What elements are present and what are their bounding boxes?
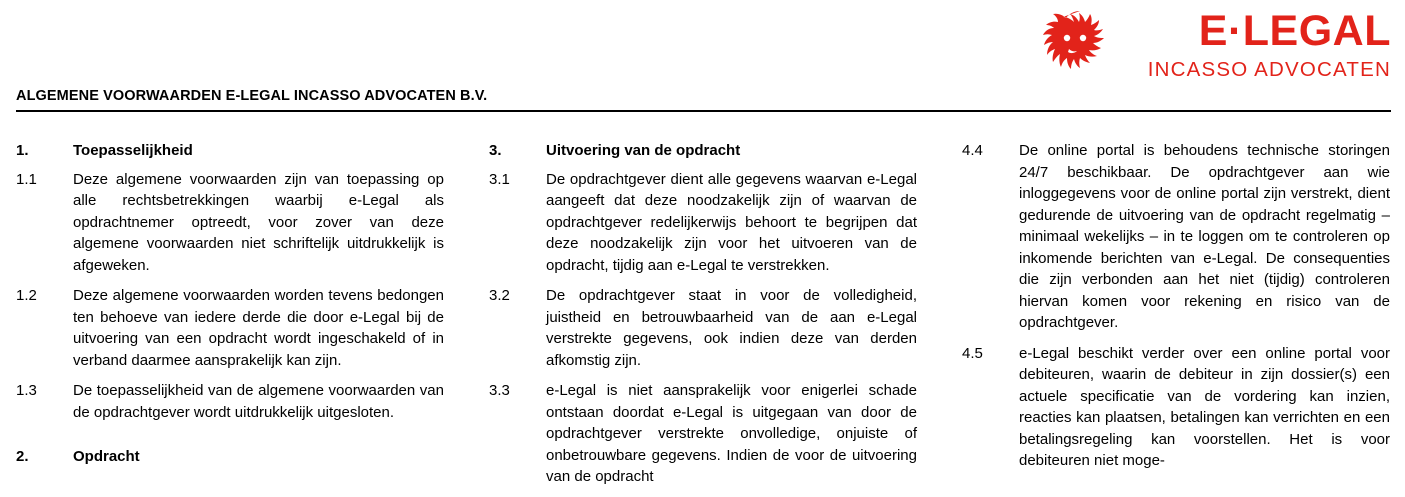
clause-text: De toepasselijkheid van de algemene voorwaarden van de opdrachtgever wordt uitdrukkelijk uitgesloten. — [73, 382, 444, 421]
clause-number: 3. — [489, 142, 502, 159]
clause-number: 4.4 — [962, 142, 983, 159]
brand-name: E·LEGAL — [1198, 6, 1391, 55]
clause-text: e-Legal beschikt verder over een online portal voor debiteuren, waarin de debiteur in zijn dossier(s) een actuele specificatie van de vordering kan inzien, reacties kan plaatsen, betalingen kan verrichten en een betalingsregeling kan voorstellen. Het is voor debiteuren niet moge- — [1019, 344, 1390, 469]
clause-text: De opdrachtgever staat in voor de volledigheid, juistheid en betrouwbaarheid van de aan e-Legal verstrekte gegevens, ook indien deze van derden afkomstig zijn. — [546, 287, 917, 369]
clause-number: 3.1 — [489, 170, 510, 188]
brand-logo — [1020, 8, 1391, 82]
column-1 — [16, 140, 444, 497]
page-title: ALGEMENE VOORWAARDEN E-LEGAL INCASSO ADVOCATEN B.V. — [16, 88, 488, 104]
brand-tagline: INCASSO ADVOCATEN — [1147, 57, 1391, 81]
clause-text: Uitvoering van de opdracht — [546, 142, 741, 159]
clause-number: 1.3 — [16, 382, 37, 399]
clause-text: De opdrachtgever dient alle gegevens waarvan e-Legal aangeeft dat deze noodzakelijk zijn of waarvan de opdrachtgever redelijkerwijs behoort te begrijpen dat deze noodzakelijk zijn voor het uitvoeren van de opdracht, tijdig aan e-Legal te verstrekken. — [546, 170, 917, 274]
clause-item — [489, 285, 917, 371]
clause-text: Deze algemene voorwaarden worden tevens bedongen ten behoeve van iedere derde die door e-Legal bij de uitvoering van een opdracht wordt ingeschakeld of in verband daarmee aansprakelijk kan zijn. — [73, 287, 444, 369]
text-columns — [16, 140, 1391, 497]
clause-item — [489, 380, 917, 488]
clause-number: 1.1 — [16, 170, 37, 188]
brand-wordmark — [1147, 6, 1391, 81]
clause-item — [962, 343, 1390, 472]
clause-heading — [16, 446, 444, 468]
clause-text: Toepasselijkheid — [73, 142, 193, 159]
clause-text: e-Legal is niet aansprakelijk voor enigerlei schade ontstaan doordat e-Legal is uitgegaan van door de opdrachtgever verstrekte onvolledige, onjuiste of onbetrouwbare gegevens. Indien de voor de uitvoering van de opdracht — [546, 382, 917, 485]
clause-heading — [489, 140, 917, 162]
column-2 — [489, 140, 917, 497]
clause-number: 1.2 — [16, 287, 37, 304]
clause-item — [489, 169, 917, 277]
clause-number: 4.5 — [962, 344, 983, 362]
clause-text: Deze algemene voorwaarden zijn van toepassing op alle rechtsbetrekkingen waarbij e-Legal als opdrachtnemer optreedt, voor zover van deze algemene voorwaarden niet schriftelijk uitdrukkelijk is afgeweken. — [73, 170, 444, 274]
clause-item — [16, 285, 444, 371]
clause-item — [16, 169, 444, 277]
clause-number: 2. — [16, 448, 29, 465]
clause-text: De online portal is behoudens technische storingen 24/7 beschikbaar. De opdrachtgever aan wie inloggegevens voor de online portal zijn verstrekt, dient gedurende de uitvoering van de opdracht regelmatig – minimaal wekelijks – in te loggen om te controleren op inkomende berichten van e-Legal. De consequenties die zijn verbonden aan het niet (tijdig) controleren hiervan komen voor rekening en risico van de opdrachtgever. — [1019, 142, 1390, 331]
column-3 — [962, 140, 1390, 497]
clause-number: 3.3 — [489, 382, 510, 399]
lion-head-icon — [1020, 8, 1132, 82]
section-spacer — [16, 432, 444, 446]
clause-number: 1. — [16, 142, 29, 159]
header-divider — [16, 110, 1391, 112]
clause-text: Opdracht — [73, 448, 140, 465]
clause-heading — [16, 140, 444, 162]
clause-number: 3.2 — [489, 287, 510, 304]
clause-item — [962, 140, 1390, 334]
